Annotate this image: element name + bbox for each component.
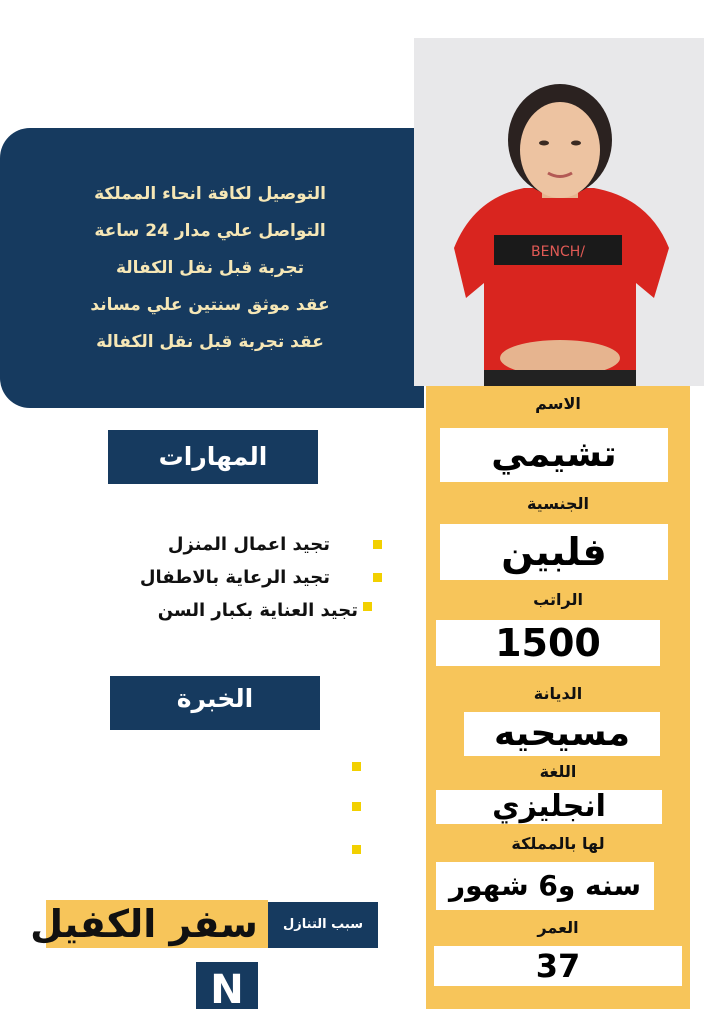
bullet-icon bbox=[373, 540, 382, 549]
shirt-text: BENCH/ bbox=[531, 244, 585, 260]
experience-heading: الخبرة bbox=[110, 676, 320, 730]
name-value: تشيمي bbox=[440, 428, 668, 482]
skill-item: تجيد الرعاية بالاطفال bbox=[40, 561, 340, 594]
feature-item: عقد موثق سنتين علي مساند bbox=[90, 295, 330, 315]
transfer-reason-value: سفر الكفيل bbox=[30, 902, 258, 946]
feature-item: عقد تجربة قبل نقل الكفالة bbox=[96, 332, 324, 352]
age-value: 37 bbox=[434, 946, 682, 986]
language-value: انجليزي bbox=[436, 790, 662, 824]
religion-label: الديانة bbox=[533, 684, 583, 703]
salary-value: 1500 bbox=[436, 620, 660, 666]
feature-item: التوصيل لكافة انحاء المملكة bbox=[94, 184, 326, 204]
language-label: اللغة bbox=[539, 762, 577, 781]
person-image bbox=[414, 38, 704, 386]
salary-label: الراتب bbox=[533, 590, 583, 609]
in-kingdom-label: لها بالمملكة bbox=[511, 834, 605, 853]
nationality-label: الجنسية bbox=[526, 494, 590, 513]
in-kingdom-value: سنه و6 شهور bbox=[436, 862, 654, 910]
skill-item: تجيد العناية بكبار السن bbox=[40, 594, 340, 627]
name-label: الاسم bbox=[535, 394, 581, 413]
feature-item: التواصل علي مدار 24 ساعة bbox=[94, 221, 326, 241]
transfer-reason-label: سبب التنازل bbox=[268, 902, 378, 948]
bullet-icon bbox=[363, 602, 372, 611]
bullet-icon bbox=[373, 573, 382, 582]
bullet-icon bbox=[352, 802, 361, 811]
skills-heading: المهارات bbox=[108, 430, 318, 484]
logo-mark: N bbox=[196, 962, 258, 1009]
nationality-value: فلبين bbox=[440, 524, 668, 580]
feature-item: تجربة قبل نقل الكفالة bbox=[115, 258, 305, 278]
skill-item: تجيد اعمال المنزل bbox=[40, 528, 340, 561]
bullet-icon bbox=[352, 845, 361, 854]
skills-list bbox=[40, 528, 358, 627]
age-label: العمر bbox=[537, 918, 579, 937]
worker-photo bbox=[414, 38, 704, 386]
religion-value: مسيحيه bbox=[464, 712, 660, 756]
features-list bbox=[40, 176, 380, 361]
bullet-icon bbox=[352, 762, 361, 771]
